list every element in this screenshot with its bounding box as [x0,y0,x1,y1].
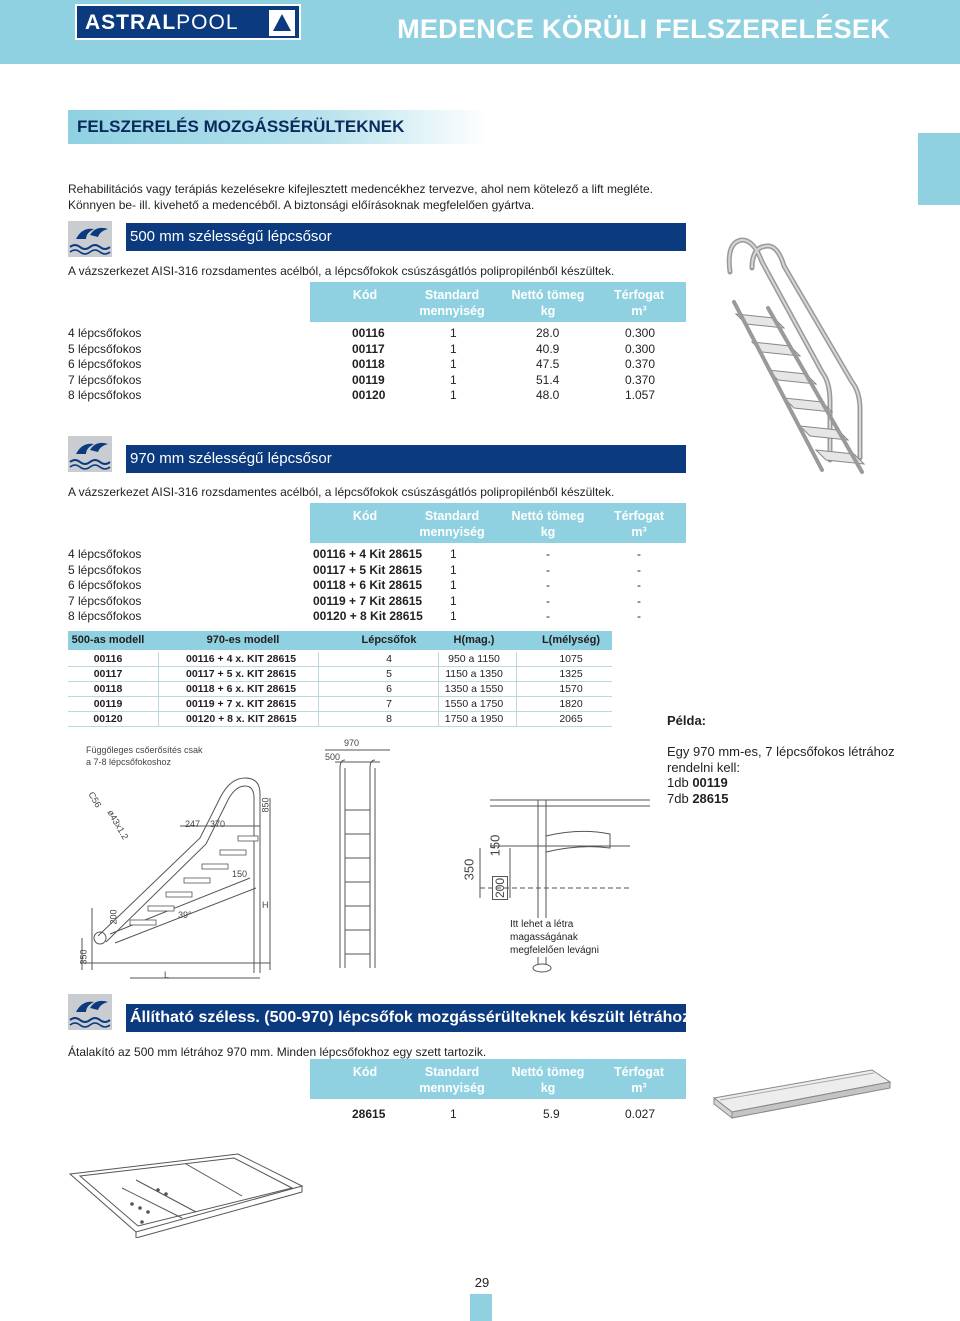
dim-350: 350 [78,949,89,965]
col-terfogat: Térfogat m³ [614,1065,664,1095]
table-cell-qty: 1 [450,547,457,561]
block3-qty: 1 [450,1107,457,1121]
table-cell-name: 5 lépcsőfokos [68,341,142,356]
table-cell-name: 6 lépcsőfokos [68,578,142,592]
model-table-cell: 00119 + 7 x. KIT 28615 [186,698,297,710]
model-table-cell: 1820 [559,698,583,710]
table-cell-qty: 1 [450,609,457,623]
side-tab-marker [918,133,960,205]
pool-ladder-icon [68,221,112,257]
logo-text: ASTRALPOOL [85,11,239,34]
table-cell-weight: 28.0 [536,326,560,340]
model-table-cell: 1325 [559,668,583,680]
block1-description: A vázszerkezet AISI-316 rozsdamentes acélból, a lépcsőfokok csúszásgátlós polipropilénből készültek. [68,264,615,278]
dim-247: 247 [185,819,201,829]
model-table-cell: 00118 + 6 x. KIT 28615 [186,683,297,695]
table-cell-weight: - [546,562,550,577]
col-standard: Standard mennyiség [419,509,485,539]
dim-39: 39° [178,910,192,920]
table-cell-code: 00120 [352,388,386,402]
model-table-cell: 1750 a 1950 [444,713,504,725]
table-cell-qty: 1 [450,593,457,608]
model-table-cell: 00120 + 8 x. KIT 28615 [186,713,297,725]
table-cell-qty: 1 [450,341,457,356]
dim-850: 850 [260,797,271,813]
model-table-cell: 00120 [93,713,123,725]
model-table-cell: 2065 [559,713,583,725]
column-divider [318,652,319,727]
block2-description: A vázszerkezet AISI-316 rozsdamentes acélból, a lépcsőfokok csúszásgátlós polipropilénből készültek. [68,485,615,499]
model-table-cell: 6 [386,683,392,695]
model-table-cell: 5 [386,668,392,680]
table-cell-qty: 1 [450,388,457,402]
table-cell-name: 8 lépcsőfokos [68,609,142,623]
table-cell-code: 00116 + 4 Kit 28615 [313,547,423,561]
table-cell-weight: 51.4 [536,372,560,387]
model-table-cell: 1350 a 1550 [444,683,504,695]
table-cell-name: 5 lépcsőfokos [68,562,142,577]
table-cell-name: 7 lépcsőfokos [68,593,142,608]
intro-line-1: Rehabilitációs vagy terápiás kezelésekre kifejlesztett medencékhez tervezve, ahol nem kötelező a lift megléte. [68,182,653,196]
dim-970: 970 [344,738,360,748]
table-cell-weight: 40.9 [536,341,560,356]
block3-volume: 0.027 [625,1107,656,1121]
block3-description: Átalakító az 500 mm létrához 970 mm. Minden lépcsőfokhoz egy szett tartozik. [68,1045,487,1059]
model-table-cell: 00119 [93,698,123,710]
pool-ladder-icon [68,436,112,472]
example-label: Példa: [667,713,707,728]
table-cell-volume: 0.370 [625,357,656,371]
col-terfogat: Térfogat m³ [614,509,664,539]
table-cell-name: 4 lépcsőfokos [68,547,142,561]
col-kod: Kód [352,1065,378,1079]
table-cell-weight: - [546,593,550,608]
page-number-tab [470,1294,492,1321]
table-cell-volume: - [637,547,641,561]
block1-title-bar: 500 mm szélességű lépcsősor [126,223,686,251]
model-table-cell: 00117 + 5 x. KIT 28615 [186,668,297,680]
table-cell-name: 6 lépcsőfokos [68,357,142,371]
table-cell-name: 8 lépcsőfokos [68,388,142,402]
col-standard: Standard mennyiség [419,288,485,318]
table-cell-qty: 1 [450,326,457,340]
col-kod: Kód [352,288,378,302]
astralpool-logo[interactable] [75,4,301,40]
table-cell-qty: 1 [450,372,457,387]
example-line-3: 1db 00119 [667,775,728,790]
model-table-cell: 00116 + 4 x. KIT 28615 [186,653,297,665]
column-divider [516,652,517,727]
table-cell-code: 00118 + 6 Kit 28615 [313,578,423,592]
col-terfogat: Térfogat m³ [614,288,664,318]
table-cell-code: 00117 + 5 Kit 28615 [313,562,423,577]
table-cell-weight: - [546,547,550,561]
dim-c56: C56 [86,790,104,810]
cut-note: Itt lehet a létra magasságának megfelelően levágni [510,919,599,956]
dim-150: 150 [232,869,248,879]
page-number: 29 [474,1275,490,1290]
block3-weight: 5.9 [543,1107,560,1121]
block3-title-bar: Állítható széless. (500-970) lépcsőfok mozgássérülteknek készült létrához [126,1004,686,1032]
column-divider [158,652,159,727]
section-title: FELSZERELÉS MOZGÁSSÉRÜLTEKNEK [77,117,405,136]
page-title: MEDENCE KÖRÜLI FELSZERELÉSEK [397,14,890,44]
table-cell-code: 00120 + 8 Kit 28615 [313,609,423,623]
example-line-1: Egy 970 mm-es, 7 lépcsőfokos létrához [667,744,895,759]
table-cell-code: 00117 [352,341,385,356]
pool-ladder-icon [68,994,112,1030]
table-cell-volume: 0.300 [625,341,656,356]
table-cell-volume: - [637,593,641,608]
table-cell-code: 00119 [352,372,385,387]
kit-photo [706,1060,894,1120]
model-col-500: 500-as modell [71,634,145,646]
model-table-cell: 00116 [93,653,123,665]
col-standard: Standard mennyiség [419,1065,485,1095]
table-cell-code: 00118 [352,357,385,371]
block2-title-bar: 970 mm szélességű lépcsősor [126,445,686,473]
model-table-cell: 4 [386,653,392,665]
table-cell-code: 00119 + 7 Kit 28615 [313,593,423,608]
model-table-cell: 1550 a 1750 [444,698,504,710]
ladder-photo-500 [712,232,888,492]
col-netto: Nettó tömeg kg [511,288,585,318]
detail-dim-200: 200 [493,877,508,899]
model-col-l: L(mélység) [541,634,601,646]
model-col-h: H(mag.) [453,634,495,646]
drawing-note: Függőleges csőerősítés csak a 7-8 lépcsőfokoshoz [86,745,203,767]
intro-line-2: Könnyen be- ill. kivehető a medencéből. A biztonsági előírásoknak megfelelően gyártva. [68,198,535,212]
kit-technical-drawing [66,1150,312,1238]
dim-pipe: ø43x1.2 [105,808,131,842]
table-cell-code: 00116 [352,326,385,340]
dim-h: H [262,900,269,910]
model-col-970: 970-es modell [206,634,280,646]
table-cell-weight: - [546,609,550,623]
dim-200: 200 [108,909,119,925]
detail-dim-150: 150 [487,834,503,857]
table-cell-weight: - [546,578,550,592]
column-divider [438,652,439,727]
logo-triangle-icon [269,10,295,36]
table-cell-weight: 47.5 [536,357,560,371]
table-cell-volume: - [637,562,641,577]
table-cell-volume: 0.370 [625,372,656,387]
table-cell-qty: 1 [450,357,457,371]
model-table-cell: 950 a 1150 [448,653,500,665]
model-table-cell: 1570 [559,683,583,695]
model-table-cell: 1075 [559,653,583,665]
table-cell-qty: 1 [450,562,457,577]
col-netto: Nettó tömeg kg [511,509,585,539]
model-table-cell: 00118 [93,683,123,695]
table-cell-name: 4 lépcsőfokos [68,326,142,340]
table-cell-volume: - [637,578,641,592]
table-cell-volume: 1.057 [625,388,656,402]
model-col-lepcsofok: Lépcsőfok [361,634,417,646]
table-cell-volume: - [637,609,641,623]
model-table-cell: 1150 a 1350 [445,668,503,680]
dim-500: 500 [325,752,341,762]
col-netto: Nettó tömeg kg [511,1065,585,1095]
dim-l: L [164,970,170,980]
table-cell-qty: 1 [450,578,457,592]
dim-370: 370 [210,819,226,829]
detail-dim-350: 350 [461,858,477,881]
table-cell-name: 7 lépcsőfokos [68,372,142,387]
example-line-4: 7db 28615 [667,790,729,806]
model-table-cell: 00117 [93,668,123,680]
example-text [667,744,895,806]
model-table-cell: 8 [386,713,392,725]
example-line-2: rendelni kell: [667,759,740,775]
table-cell-volume: 0.300 [625,326,656,340]
col-kod: Kód [352,509,378,523]
block3-code: 28615 [352,1107,386,1121]
model-table-cell: 7 [386,698,392,710]
table-cell-weight: 48.0 [536,388,560,402]
